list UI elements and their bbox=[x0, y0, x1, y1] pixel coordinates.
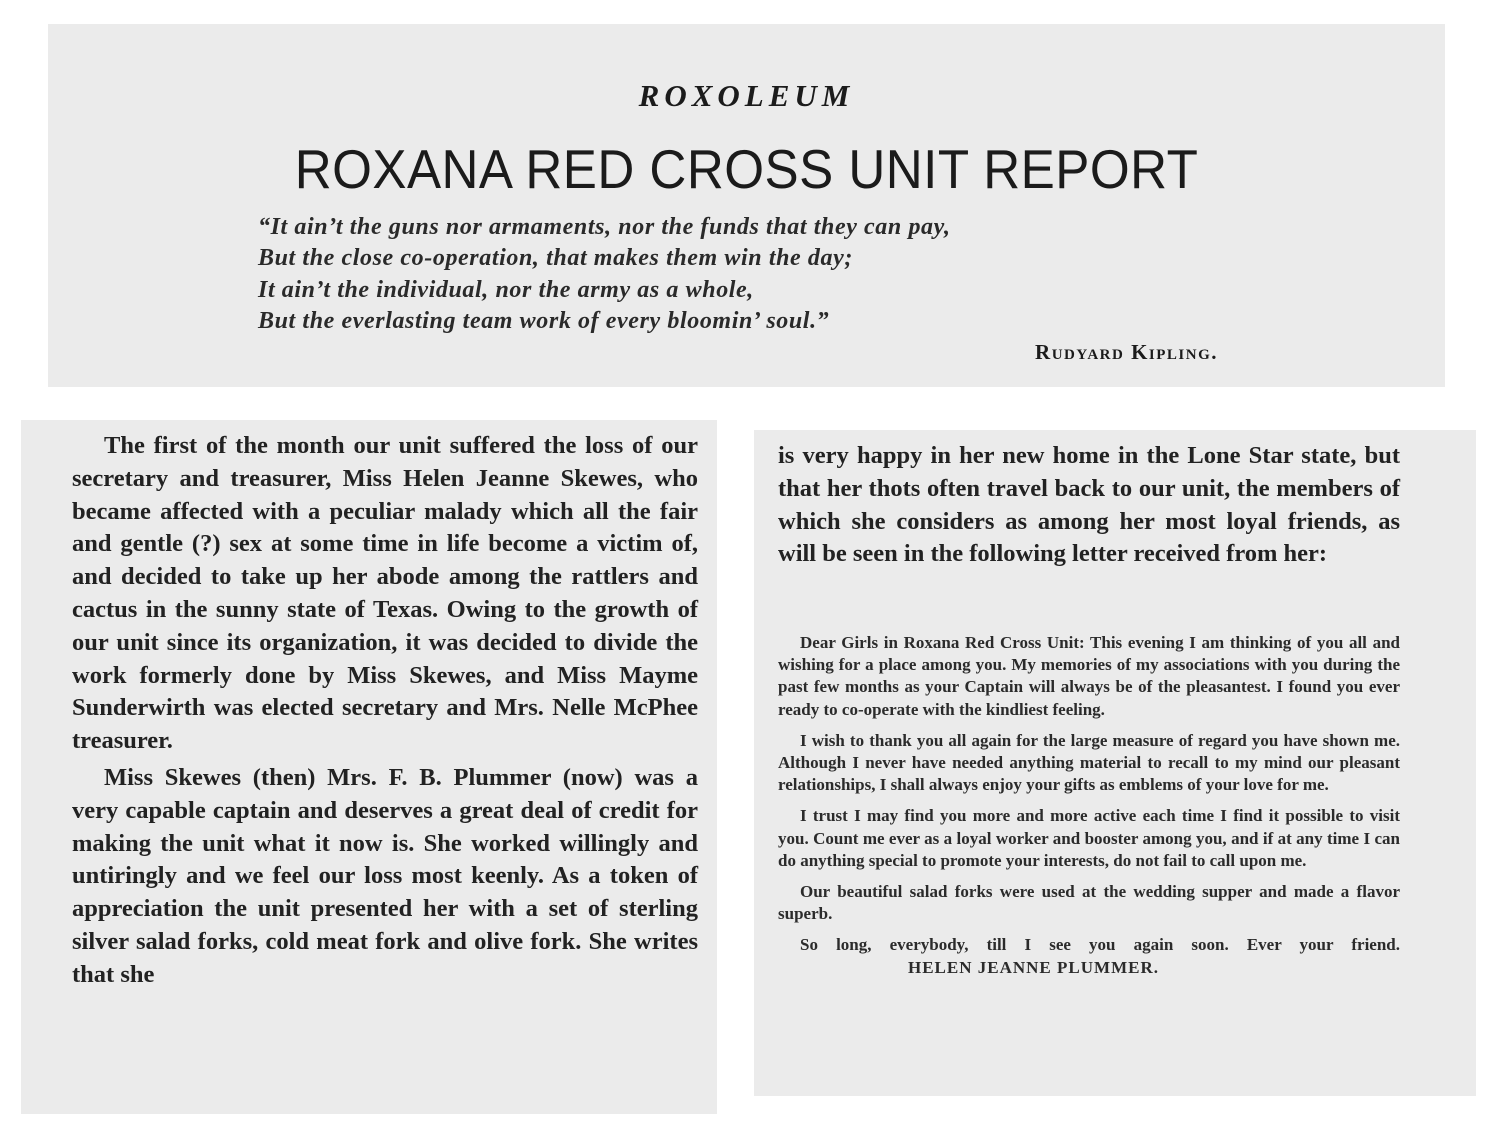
letter-paragraph: Dear Girls in Roxana Red Cross Unit: This evening I am thinking of you all and wishing for a place among you. My memories of my associations with you during the past few months as your Captain will always be of the pleasantest. I found you ever ready to co-operate with the kindliest feeling. bbox=[778, 633, 1400, 719]
article-paragraph: Miss Skewes (then) Mrs. F. B. Plummer (now) was a very capable captain and deserves a great deal of credit for making the unit what it now is. She worked willingly and untiringly and we feel our loss most keenly. As a token of appreciation the unit presented her with a set of sterling silver salad forks, cold meat fork and olive fork. She writes that she bbox=[72, 763, 698, 988]
quote-line: It ain’t the individual, nor the army as a whole, bbox=[258, 276, 754, 303]
letter-closing bbox=[778, 934, 1400, 978]
article-column-left bbox=[21, 420, 717, 1114]
letter-paragraph: I wish to thank you all again for the large measure of regard you have shown me. Although I never have needed anything material to recall to my mind our pleasant relationships, I shall always enjoy your gifts as emblems of your love for me. bbox=[778, 730, 1400, 795]
article-text bbox=[72, 430, 698, 992]
header-panel bbox=[48, 24, 1445, 387]
quote-line: But the everlasting team work of every bloomin’ soul.” bbox=[258, 307, 830, 334]
magazine-name: ROXOLEUM bbox=[638, 78, 855, 113]
letter-signature: HELEN JEANNE PLUMMER. bbox=[908, 957, 1159, 977]
report-title: ROXANA RED CROSS UNIT REPORT bbox=[294, 138, 1199, 200]
closing-text: So long, everybody, till I see you again soon. Ever your friend. bbox=[800, 935, 1400, 955]
quote-line: But the close co-operation, that makes them win the day; bbox=[258, 245, 853, 272]
article-paragraph: is very happy in her new home in the Lone Star state, but that her thots often travel back to our unit, the members of which she considers as among her most loyal friends, as will be seen in the following letter received from her: bbox=[778, 442, 1400, 568]
kipling-quote bbox=[258, 212, 1258, 337]
quote-attribution: Rudyard Kipling. bbox=[1035, 340, 1218, 364]
letter-block bbox=[778, 632, 1400, 988]
letter-paragraph: I trust I may find you more and more active each time I find it possible to visit you. Count me ever as a loyal worker and booster among you, and if at any time I can do anything special to promote your interests, do not fail to call upon me. bbox=[778, 806, 1400, 870]
quote-line: “It ain’t the guns nor armaments, nor the funds that they can pay, bbox=[258, 214, 951, 240]
article-column-right bbox=[754, 430, 1476, 1096]
letter-paragraph: Our beautiful salad forks were used at the wedding supper and made a flavor superb. bbox=[778, 882, 1400, 924]
article-continuation bbox=[778, 440, 1400, 571]
article-paragraph: The first of the month our unit suffered the loss of our secretary and treasurer, Miss Helen Jeanne Skewes, who became affected with a peculiar malady which all the fair and gentle (?) sex at some time in life become a victim of, and decided to take up her abode among the rattlers and cactus in the sunny state of Texas. Owing to the growth of our unit since its organization, it was decided to divide the work formerly done by Miss Skewes, and Miss Mayme Sunderwirth was elected secretary and Mrs. Nelle McPhee treasurer. bbox=[72, 432, 698, 755]
